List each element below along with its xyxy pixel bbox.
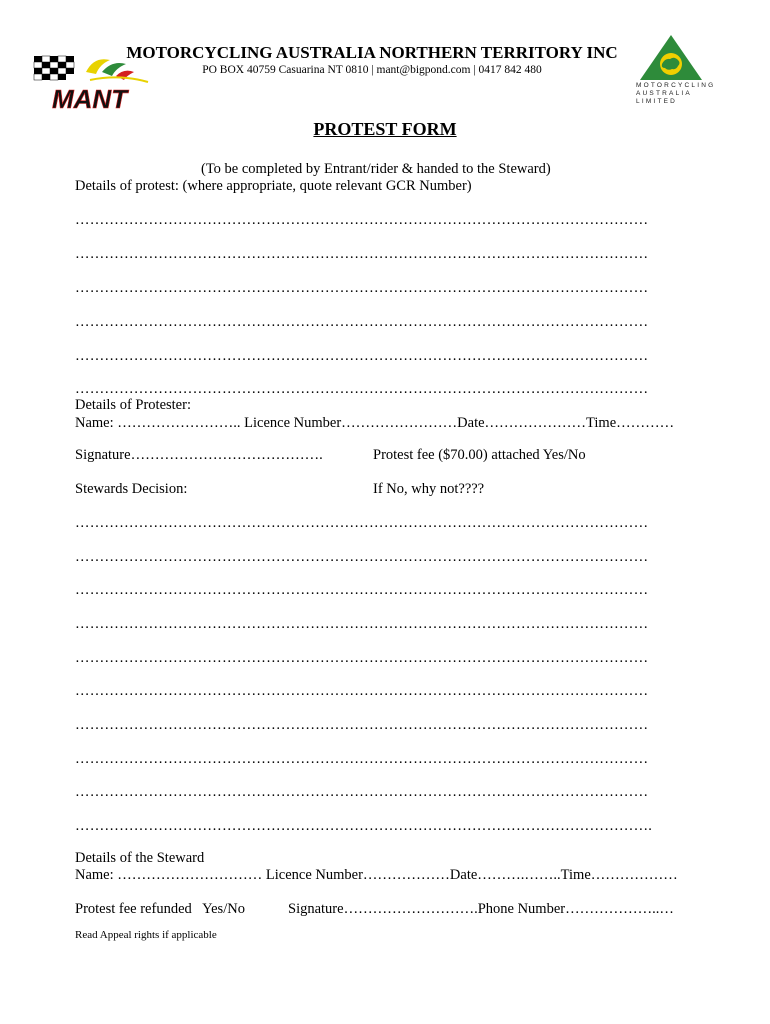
protest-details-line[interactable]: ……………………………………………………………………………………………………… [75, 246, 649, 262]
organization-contact: PO BOX 40759 Casuarina NT 0810 | mant@bigpond.com | 0417 842 480 [202, 64, 542, 76]
protest-details-line[interactable]: ……………………………………………………………………………………………………… [75, 348, 649, 364]
decision-line[interactable]: ……………………………………………………………………………………………………… [75, 582, 649, 598]
checkered-flag-icon [34, 56, 74, 80]
decision-line[interactable]: ……………………………………………………………………………………………………… [75, 751, 649, 767]
decision-line[interactable]: ……………………………………………………………………………………………………… [75, 515, 649, 531]
protester-signature-line[interactable]: Signature…………………………………. [75, 447, 323, 463]
decision-line[interactable]: ……………………………………………………………………………………………………… [75, 616, 649, 632]
decision-line[interactable]: ……………………………………………………………………………………………………… [75, 549, 649, 565]
protest-fee-refunded: Protest fee refunded Yes/No [75, 901, 245, 917]
steward-name-line[interactable]: Name: ………………………… Licence Number………………Date……….……..Time……………… [75, 867, 678, 883]
decision-line[interactable]: ……………………………………………………………………………………………………… [75, 784, 649, 800]
mant-logo-text: MANT [52, 84, 128, 112]
decision-line[interactable]: ……………………………………………………………………………………………………… [75, 717, 649, 733]
motorcycling-australia-logo-text: MOTORCYCLING AUSTRALIA LIMITED [636, 82, 716, 105]
protest-fee-attached: Protest fee ($70.00) attached Yes/No [373, 447, 586, 463]
stewards-decision-label: Stewards Decision: [75, 481, 188, 497]
protest-details-line[interactable]: ……………………………………………………………………………………………………… [75, 381, 649, 397]
form-instruction: (To be completed by Entrant/rider & handed to the Steward) [201, 161, 551, 177]
protest-details-label: Details of protest: (where appropriate, quote relevant GCR Number) [75, 178, 472, 194]
decision-line[interactable]: ……………………………………………………………………………………………………… [75, 683, 649, 699]
appeal-rights-note: Read Appeal rights if applicable [75, 929, 217, 941]
if-no-why-not-label: If No, why not???? [373, 481, 485, 497]
protest-details-line[interactable]: ……………………………………………………………………………………………………… [75, 212, 649, 228]
steward-signature-phone-line[interactable]: Signature……………………….Phone Number………………..… [288, 901, 674, 917]
protester-name-line[interactable]: Name: …………………….. Licence Number……………………Date…………………Time………… [75, 415, 675, 431]
decision-line[interactable]: ………………………………………………………………………………………………………. [75, 818, 653, 834]
decision-line[interactable]: ……………………………………………………………………………………………………… [75, 650, 649, 666]
protest-details-line[interactable]: ……………………………………………………………………………………………………… [75, 280, 649, 296]
organization-name: MOTORCYCLING AUSTRALIA NORTHERN TERRITORY INC [126, 43, 618, 62]
protest-details-line[interactable]: ……………………………………………………………………………………………………… [75, 314, 649, 330]
form-title: PROTEST FORM [313, 119, 457, 139]
protester-heading: Details of Protester: [75, 397, 191, 413]
steward-heading: Details of the Steward [75, 850, 205, 866]
